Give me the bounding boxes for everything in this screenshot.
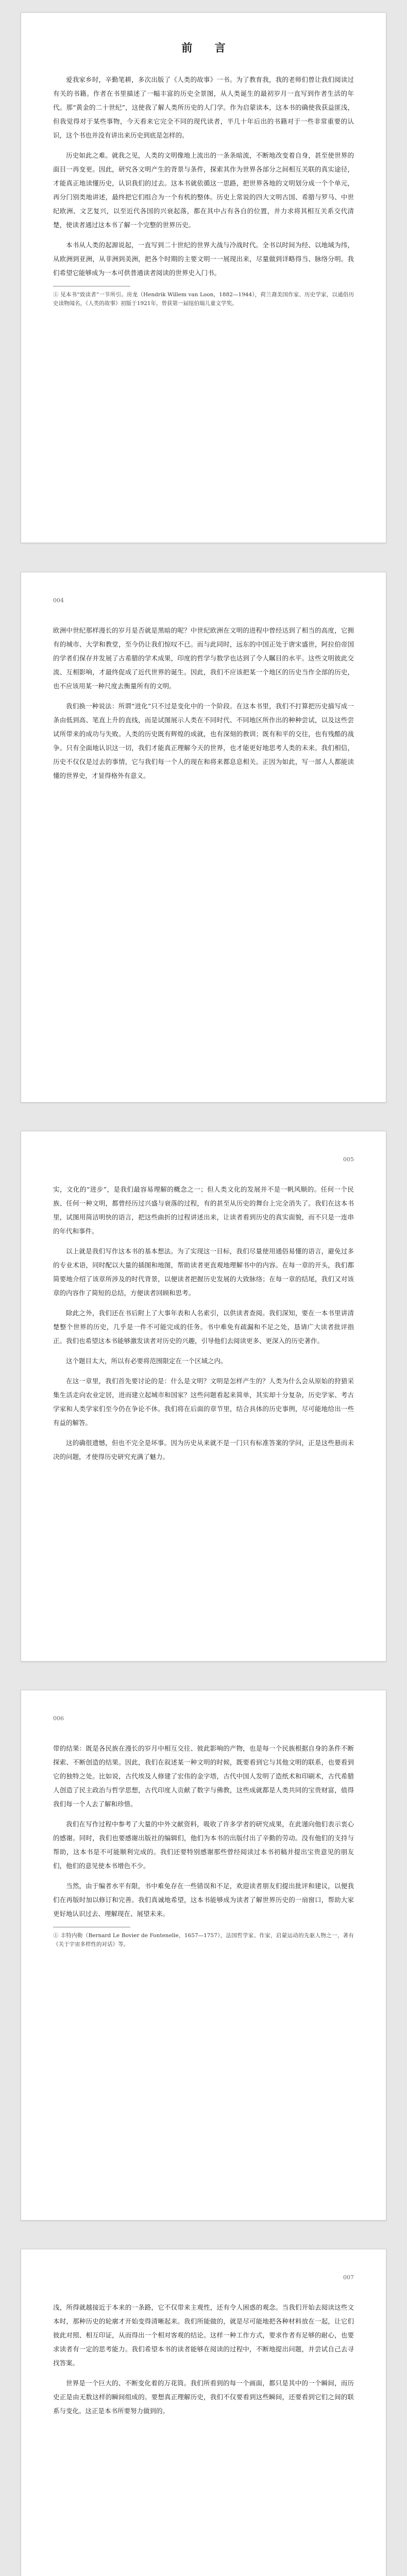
document-page-1 bbox=[21, 12, 386, 543]
paragraph: 实，文化的“进步”，是我们最容易理解的概念之一；但人类文化的发展并不是一帆风顺的。任何一个民族、任何一种文明，都曾经历过兴盛与衰落的过程，有的甚至从历史的舞台上完全消失了。我们在这本书里，试图用简洁明快的语言，把这些曲折的过程讲述出来，让读者看到历史的真实面貌，而不只是一连串的年代和事件。 bbox=[53, 1185, 354, 1235]
paragraph: 浅，所得就越接近于本来的一条路，它不仅带来主观性，还有令人困惑的观念。当我们开始去阅读这些文本时，那种历史的轮廓才开始变得清晰起来。我们所能做的，就是尽可能地把各种材料放在一起，让它们彼此对照、相互印证，从而得出一个相对客观的结论。这样一种工作方式，要求作者有足够的耐心，也要求读者有一定的思考能力。我们希望本书的读者能够在阅读的过程中，不断地提出问题，并尝试自己去寻找答案。 bbox=[53, 2303, 354, 2367]
page-body bbox=[53, 1182, 354, 1464]
paragraph: 爱我家乡时，辛勤笔耕，多次出版了《人类的故事》一书。为了教育我，我的老师们曾让我们阅读过有关的书籍。作者在书里描述了一幅丰富的历史全景图，从人类诞生的最初岁月一直写到作者生活的年代。那“黄金的二十世纪”，这使我了解人类所历史的人门学。作为启蒙读本，这本书的确使我获益匪浅，但我觉得对于某些事物，今天看来它完全不同的现代读者，半几十年后出的书籍对于一些非常重要的认识，这个书也并没有讲出来历史到底是怎样的。 bbox=[53, 76, 354, 139]
document-page-3 bbox=[21, 1131, 386, 1662]
page-title: 前 言 bbox=[181, 41, 235, 54]
paragraph: 在这一章里，我们首先要讨论的是：什么是文明？文明是怎样产生的？人类为什么会从原始的狩猎采集生活走向农业定居，进而建立起城市和国家？这些问题看起来简单，其实却十分复杂，历史学家、考古学家和人类学家们至今仍在争论不休。我们将在后面的章节里，结合具体的历史事例，尽可能地给出一些有益的解答。 bbox=[53, 1377, 354, 1427]
page-number: 004 bbox=[53, 597, 64, 604]
paragraph: 世界是一个巨大的、不断变化着的万花筒。我们所看到的每一个画面，都只是其中的一个瞬间，而历史正是由无数这样的瞬间组成的。要想真正理解历史，我们不仅要看到这些瞬间，还要看到它们之间的联系与变化。这正是本书所要努力做到的。 bbox=[53, 2379, 354, 2415]
paragraph: 当然，由于编者水平有限，书中难免存在一些错误和不足，欢迎读者朋友们提出批评和建议，以便我们在再版时加以修订和完善。我们真诚地希望，这本书能够成为读者了解世界历史的一扇窗口，帮助大家更好地认识过去、理解现在、展望未来。 bbox=[53, 1882, 354, 1918]
paragraph: 除此之外，我们还在书后附上了大事年表和人名索引，以供读者查阅。我们深知，要在一本书里讲清楚整个世界的历史，几乎是一件不可能完成的任务。书中难免有疏漏和不足之处，恳请广大读者批评指正。我们也希望这本书能够激发读者对历史的兴趣，引导他们去阅读更多、更深入的历史著作。 bbox=[53, 1309, 354, 1345]
paragraph: 带的结果：既是各民族在漫长的岁月中相互交往、彼此影响的产物，也是每一个民族根据自身的条件不断探索、不断创造的结果。因此，我们在叙述某一种文明的时候，既要看到它与其他文明的联系，也要看到它的独特之处。比如说，古代埃及人修建了宏伟的金字塔，古代中国人发明了造纸术和印刷术，古代希腊人创造了民主政治与哲学思想，古代印度人贡献了数字与佛教，这些成就都是人类共同的宝贵财富，值得我们每一个人去了解和珍惜。 bbox=[53, 1744, 354, 1808]
paragraph: 本书从人类的起源说起，一直写到二十世纪的世界大战与冷战时代。全书以时间为经、以地域为纬，从欧洲到亚洲，从非洲到美洲，把各个时期的主要文明一一展现出来，尽量做到详略得当、脉络分明。我们希望它能够成为一本可供普通读者阅读的世界史入门书。 bbox=[53, 241, 354, 277]
document-page-4 bbox=[21, 1690, 386, 2221]
page-body bbox=[53, 1741, 354, 1921]
footnote: ① 见本书“致读者”一节所引。房龙（Hendrik Willem van Loon，1882—1944），荷兰裔美国作家、历史学家，以通俗历史读物闻名，《人类的故事》初版于1921年，曾获第一届纽伯瑞儿童文学奖。 bbox=[53, 292, 354, 307]
page-body bbox=[53, 73, 354, 280]
document-page-5 bbox=[21, 2249, 386, 2576]
document-page-2 bbox=[21, 572, 386, 1103]
footnote: ① 丰特内勒（Bernard Le Bovier de Fontenelle，1657—1757），法国哲学家、作家，启蒙运动的先驱人物之一，著有《关于宇宙多样性的对话》等。 bbox=[53, 1933, 354, 1947]
paragraph: 以上就是我们写作这本书的基本想法。为了实现这一目标，我们尽量使用通俗易懂的语言，避免过多的专业术语，同时配以大量的插图和地图，帮助读者更直观地理解书中的内容。在每一章的开头，我们都简要地介绍了该章所涉及的时代背景，以便读者把握历史发展的大致脉络；在每一章的结尾，我们又对该章的内容作了简短的总结，方便读者回顾和思考。 bbox=[53, 1247, 354, 1297]
paragraph: 我们在写作过程中参考了大量的中外文献资料，吸收了许多学者的研究成果，在此谨向他们表示衷心的感谢。同时，我们也要感谢出版社的编辑们，他们为本书的出版付出了辛勤的劳动。没有他们的支持与帮助，这本书是不可能顺利完成的。我们还要特别感谢那些曾经阅读过本书初稿并提出宝贵意见的朋友们，他们的意见使本书增色不少。 bbox=[53, 1820, 354, 1870]
paragraph: 历史如此之难。就我之见，人类的文明像地上流出的一条条暗流，不断地改变着自身，甚至使世界的面目一再变更。因此，研究各文明产生的背景与条件，探索其作为世界各部分之间相互关联的真实途径，才能真正地读懂历史，认识我们的过去。这本书就依循这一思路，把世界各地的文明划分成一个个单元，再分门别类地讲述，最终把它们组合为一个有机的整体。历史上常说的四大文明古国、希腊与罗马、中世纪欧洲、文艺复兴，以至近代各国的兴衰起落，都在其中占有各自的位置，并力求将其相互关系交代清楚，使读者通过这本书了解一个完整的世界历史。 bbox=[53, 151, 354, 229]
paragraph: 我们换一种说法：所谓“进化”只不过是变化中的一个阶段。在这本书里，我们不打算把历史描写成一条由低到高、笔直上升的直线，而是试图展示人类在不同时代、不同地区所作出的种种尝试，以及这些尝试所带来的成功与失败。人类的历史既有辉煌的成就，也有深刻的教训；既有和平的交往，也有残酷的战争。只有全面地认识这一切，我们才能真正理解今天的世界，也才能更好地思考人类的未来。我们相信，历史不仅仅是过去的事情，它与我们每一个人的现在和将来都息息相关。正因为如此，写一部人人都能读懂的世界史，才显得格外有意义。 bbox=[53, 702, 354, 779]
page-number: 006 bbox=[53, 1715, 64, 1722]
page-body bbox=[53, 623, 354, 783]
page-number: 005 bbox=[343, 1156, 354, 1163]
paragraph: 这个题目太大，所以有必要将范围限定在一个区域之内。 bbox=[66, 1357, 227, 1365]
paragraph: 欧洲中世纪那样漫长的岁月是否就是黑暗的呢？中世纪欧洲在文明的进程中曾经达到了相当的高度，它拥有的城市、大学和教堂，至今仍让我们惊叹不已。而与此同时，远东的中国正处于唐宋盛世，阿拉伯帝国的学者们保存并发展了古希腊的学术成果，印度的哲学与数学也达到了令人瞩目的水平。这些文明彼此交流、互相影响，才最终促成了近代世界的诞生。因此，我们不应该把某一个地区的历史当作全部的历史，也不应该用某一种尺度去衡量所有的文明。 bbox=[53, 626, 354, 690]
page-number: 007 bbox=[343, 2274, 354, 2281]
page-body bbox=[53, 2300, 354, 2418]
paragraph: 这的确很遗憾，但也不完全是坏事。因为历史从来就不是一门只有标准答案的学问，正是这些悬而未决的问题，才使得历史研究充满了魅力。 bbox=[53, 1439, 354, 1461]
